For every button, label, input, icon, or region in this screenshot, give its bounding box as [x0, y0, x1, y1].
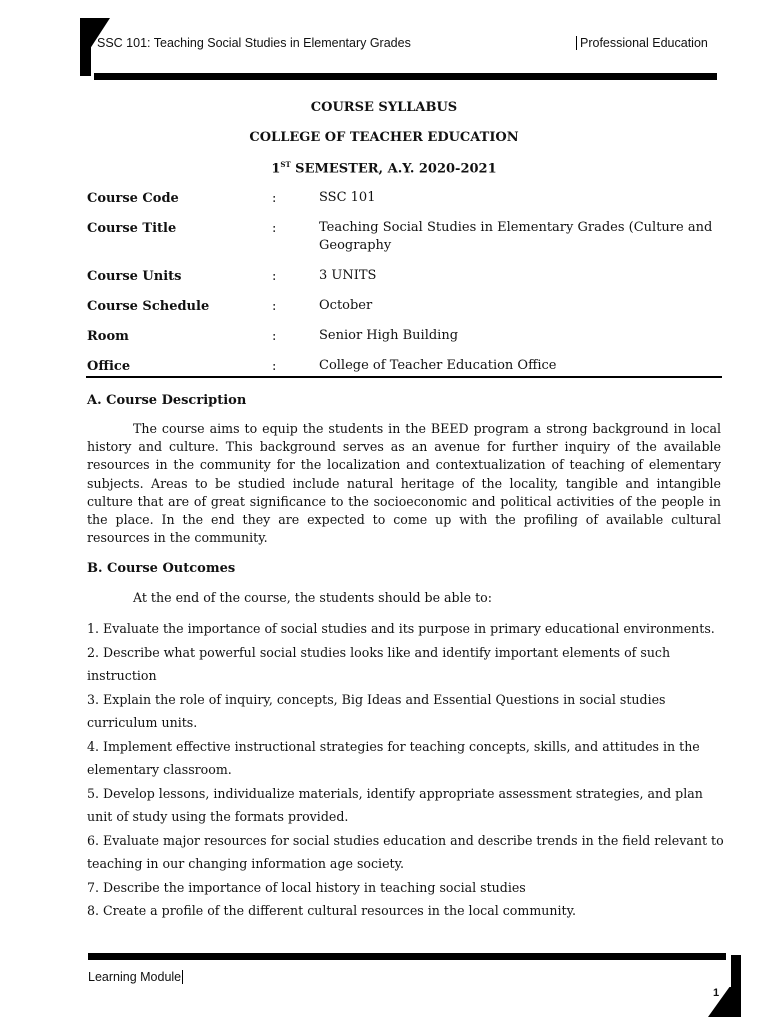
info-value-schedule: October [319, 298, 373, 313]
semester-title [0, 160, 768, 176]
info-colon: : [272, 269, 277, 284]
description-heading: A. Course Description [87, 393, 247, 408]
info-label-title: Course Title [87, 221, 177, 236]
list-item: 4. Implement effective instructional strategies for teaching concepts, skills, and attitudes in the elementary classroom. [87, 738, 700, 777]
list-item: 3. Explain the role of inquiry, concepts, Big Ideas and Essential Questions in social studies curriculum units. [87, 691, 666, 730]
syllabus-title: COURSE SYLLABUS [310, 100, 458, 115]
list-item: 8. Create a profile of the different cultural resources in the local community. [87, 903, 577, 918]
header-rule [94, 73, 717, 80]
footer-rule [88, 953, 726, 960]
description-text: The course aims to equip the students in the BEED program a strong background in local history and culture. This background serves as an avenue for further inquiry of the available resources in the community for the localization and contextualization of teaching of elementary subjects. Areas to be studied include natural heritage of the locality, tangible and intangible culture that are of great significance to the socioeconomic and political activities of the people in the place. In the end they are expected to come up with the profiling of available cultural resources in the community. [87, 421, 721, 546]
page-number: 1 [713, 987, 720, 999]
list-item: 6. Evaluate major resources for social studies education and describe trends in the field relevant to teaching in our changing information age society. [87, 832, 724, 871]
header-course-title: SSC 101: Teaching Social Studies in Elementary Grades [97, 36, 411, 50]
list-item: 5. Develop lessons, individualize materials, identify appropriate assessment strategies, and plan unit of study using the formats provided. [87, 785, 703, 824]
info-colon: : [272, 329, 277, 344]
semester-suffix: ST [280, 160, 291, 169]
info-value-title: Teaching Social Studies in Elementary Grades (Culture and Geography [319, 220, 713, 253]
footer-module-label: Learning Module [88, 970, 182, 984]
outcomes-heading: B. Course Outcomes [87, 561, 236, 576]
header-department: Professional Education [576, 36, 708, 50]
info-divider [86, 376, 722, 378]
semester-year: SEMESTER, A.Y. 2020-2021 [290, 161, 497, 177]
info-label-office: Office [87, 359, 131, 374]
info-label-room: Room [87, 329, 129, 344]
list-item: 7. Describe the importance of local history in teaching social studies [87, 879, 526, 895]
info-value-office: College of Teacher Education Office [319, 358, 557, 373]
semester-number: 1 [271, 161, 281, 177]
outcomes-list [87, 617, 727, 923]
info-value-units: 3 UNITS [319, 268, 377, 283]
list-item: 2. Describe what powerful social studies looks like and identify important elements of such instruction [87, 644, 671, 683]
info-value-code: SSC 101 [319, 190, 376, 205]
info-label-code: Course Code [87, 191, 179, 206]
info-colon: : [272, 359, 277, 374]
college-title: COLLEGE OF TEACHER EDUCATION [249, 130, 519, 145]
list-item: 1. Evaluate the importance of social studies and its purpose in primary educational environments. [87, 621, 715, 636]
info-label-schedule: Course Schedule [87, 299, 210, 314]
info-value-room: Senior High Building [319, 328, 459, 343]
info-colon: : [272, 191, 277, 206]
info-colon: : [272, 299, 277, 314]
info-label-units: Course Units [87, 269, 182, 284]
info-colon: : [272, 221, 277, 236]
outcomes-intro: At the end of the course, the students should be able to: [133, 590, 492, 605]
